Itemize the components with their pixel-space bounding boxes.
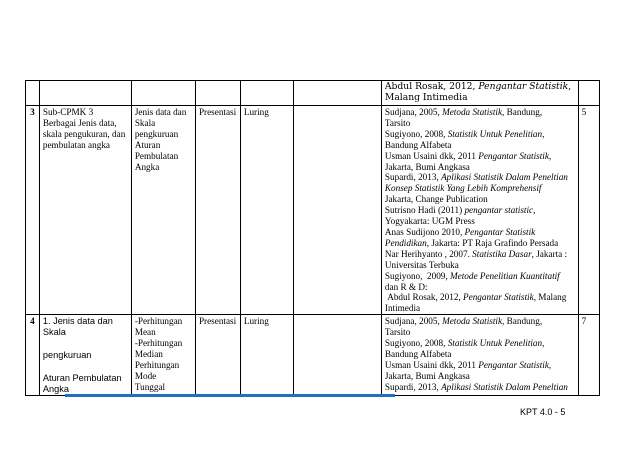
sub-cpmk-cell: [39, 106, 131, 315]
method-cell: [195, 81, 240, 106]
reference-line: Usman Usaini dkk, 2011 Pengantar Statistik,: [384, 359, 552, 370]
reference-cell: [381, 106, 578, 315]
reference-line: Usman Usaini dkk, 2011 Pengantar Statistik,: [384, 150, 552, 161]
empty-cell: [294, 315, 382, 396]
indicator-line: Mode: [134, 370, 157, 381]
empty-cell: [294, 106, 382, 315]
reference-line: Konsep Statistik Yang Lebih Komprehensif: [384, 183, 542, 194]
reference-line: Yogyakarta: UGM Press: [384, 216, 475, 227]
reference-line: Tarsito: [384, 327, 411, 338]
sub-cpmk-cell: [39, 81, 131, 106]
indicator-line: Aturan: [134, 139, 161, 150]
sub-cpmk-line: Aturan Pembulatan: [42, 372, 122, 383]
reference-cell: [381, 315, 578, 396]
reference-line: Sugiyono, 2008, Statistik Untuk Penelitian,: [384, 128, 545, 139]
indicator-line: Median: [134, 348, 163, 359]
reference-line: Tarsito: [384, 117, 411, 128]
table-row: [26, 315, 600, 396]
reference-line: Sugiyono, 2008, Statistik Untuk Penelitian,: [384, 338, 545, 349]
sub-cpmk-line: pengkuruan: [42, 350, 92, 361]
reference-line: Abdul Rosak, 2012, Pengantar Statistik, Malang: [384, 292, 567, 303]
reference-line: Jakarta, Bumi Angkasa: [384, 370, 470, 381]
indicator-line: pengkuruan: [134, 128, 179, 139]
reference-line: Sutrisno Hadi (2011) pengantar statistic,: [384, 205, 536, 216]
reference-line: Sugiyono, 2009, Metode Penelitian Kuantitatif: [384, 270, 560, 281]
reference-line: Malang Intimedia: [384, 92, 468, 103]
indicator-line: -Perhitungan: [134, 338, 183, 349]
reference-line: Pendidikan, Jakarta: PT Raja Grafindo Persada: [384, 237, 559, 248]
indicator-cell: [131, 106, 195, 315]
reference-cell: [381, 81, 578, 106]
sub-cpmk-line: pembulatan angka: [42, 139, 110, 150]
footer-accent-bar: [65, 394, 395, 397]
mode-cell: Luring: [240, 315, 293, 396]
reference-line: Bandung Alfabeta: [384, 139, 452, 150]
page-footer-label: KPT 4.0 - 5: [520, 407, 566, 417]
indicator-line: Perhitungan: [134, 359, 180, 370]
row-number-cell: [26, 81, 40, 106]
sub-cpmk-line: Sub-CPMK 3: [42, 107, 94, 117]
table-row: [26, 106, 600, 315]
reference-line: Nar Herihyanto , 2007. Statistika Dasar, Jakarta :: [384, 248, 568, 259]
reference-line: Sudjana, 2005, Metoda Statistik, Bandung,: [384, 107, 543, 117]
reference-line: Supardi, 2013, Aplikasi Statistik Dalam Peneltian: [384, 381, 568, 392]
indicator-line: Angka: [134, 161, 160, 172]
method-cell: Presentasi: [195, 315, 240, 396]
mode-cell: [240, 81, 293, 106]
indicator-line: Mean: [134, 327, 156, 338]
reference-line: Abdul Rosak, 2012, Pengantar Statistik,: [384, 82, 572, 92]
row-number-cell: 4: [26, 315, 40, 396]
reference-line: Supardi, 2013, Aplikasi Statistik Dalam Peneltian: [384, 172, 568, 183]
indicator-line: Skala: [134, 117, 156, 128]
weight-cell: 7: [578, 315, 599, 396]
reference-line: Jakarta, Change Publication: [384, 194, 488, 205]
indicator-line: Pembulatan: [134, 150, 179, 161]
sub-cpmk-line: Berbagai Jenis data,: [42, 117, 117, 128]
table-row: [26, 81, 600, 106]
indicator-line: Jenis data dan: [134, 107, 187, 117]
syllabus-table: [25, 80, 600, 396]
reference-line: Universitas Terbuka: [384, 259, 459, 270]
indicator-cell: [131, 315, 195, 396]
reference-line: Anas Sudijono 2010, Pengantar Statistik: [384, 226, 536, 237]
sub-cpmk-line: 1. Jenis data dan Skala: [42, 316, 113, 338]
reference-line: Intimedia: [384, 303, 421, 314]
reference-line: Jakarta, Bumi Angkasa: [384, 161, 470, 172]
sub-cpmk-line: skala pengukuran, dan: [42, 128, 126, 139]
reference-line: Sudjana, 2005, Metoda Statistik, Bandung,: [384, 316, 543, 327]
method-cell: Presentasi: [195, 106, 240, 315]
weight-cell: [578, 81, 599, 106]
row-number-cell: 3: [26, 106, 40, 315]
indicator-line: -Perhitungan: [134, 316, 183, 327]
mode-cell: Luring: [240, 106, 293, 315]
sub-cpmk-line: Angka: [42, 383, 69, 394]
indicator-cell: [131, 81, 195, 106]
sub-cpmk-cell: [39, 315, 131, 396]
reference-line: dan R & D:: [384, 281, 428, 292]
weight-cell: 5: [578, 106, 599, 315]
reference-line: Bandung Alfabeta: [384, 348, 452, 359]
empty-cell: [294, 81, 382, 106]
indicator-line: Tunggal: [134, 381, 166, 392]
